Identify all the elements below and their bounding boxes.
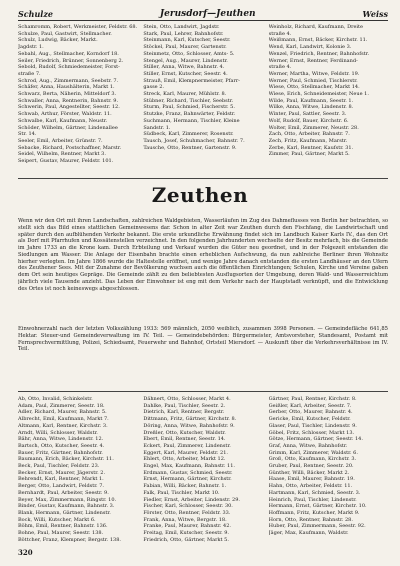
directory-entry: Dittmann, Fritz, Gärtner, Kirchstr. 8. xyxy=(143,416,237,423)
directory-entry: Gerber, Otto, Maurer, Bahnstr. 4. xyxy=(268,409,353,416)
directory-entry: Seipert, Gustav, Maurer, Feldstr. 101. xyxy=(18,158,114,165)
directory-entry: Franke, Paul, Maurer, Bahnstr. 42. xyxy=(143,523,232,530)
statistics-paragraph: Einwohnerzahl nach der letzten Volkszählung 1933: 569 männlich, 2050 weiblich, zusammen 3998 Personen. — Gemeindefläche 641,85 Hektar. Steuer-und Gemeindeverwaltung im IV. Teil. — Gemeindebehörden: Bürgermeister, Amtsvorsteher, Standesamt, Postamt mit Fernsprechvermittlung, Polizei, Schiedsamt, Feuerwehr und Bahnhof, Ortsteil Miersdorf. — Auskunft über die Verkehrsverhältnisse im IV. Teil. xyxy=(18,326,388,353)
top-columns xyxy=(18,24,388,175)
directory-entry: Götze, Hermann, Gärtner, Seestr. 14. xyxy=(268,436,363,443)
directory-entry: Glaser, Paul, Tischler, Lindenstr. 9. xyxy=(268,422,357,429)
directory-entry: Gruber, Paul, Rentner, Seestr. 20. xyxy=(268,463,354,470)
directory-entry: Horn, Otto, Rentner, Bahnstr. 28. xyxy=(268,516,353,523)
directory-entry: Ab, Otto, Invalid, Schinkelstr. xyxy=(18,396,93,402)
header-center: Jerusdorf—Jeuthen xyxy=(159,9,256,19)
directory-entry: Schwerin, Paul, Angestellter, Seestr. 12. xyxy=(18,104,120,111)
directory-entry: straße 4. xyxy=(268,64,292,71)
directory-entry: Stiller, Ernst, Kutscher, Seestr. 4. xyxy=(143,70,228,77)
directory-entry: Becker, Ernst, Maurer, Jägerstr. 2. xyxy=(18,469,106,476)
directory-entry: Schulz, Ludwig, Bäcker, Markt. xyxy=(18,37,98,44)
page-number: 320 xyxy=(18,548,33,557)
directory-entry: Bähr, Anna, Witwe, Lindenstr. 12. xyxy=(18,436,104,443)
directory-entry: Binder, Gustav, Kaufmann, Bahnstr. 3. xyxy=(18,503,115,510)
directory-entry: Zimmer, Paul, Gärtner, Markt 5. xyxy=(268,151,350,158)
directory-entry: Schwalbe, Karl, Kaufmann, Neustr. xyxy=(18,117,108,124)
directory-entry: Böttcher, Franz, Klempner, Bergstr. 138. xyxy=(18,536,121,543)
directory-entry: Steinmann, Karl, Kutscher, Seestr. xyxy=(143,37,231,44)
directory-entry: Groß, Otto, Kaufmann, Kirchstr. 3. xyxy=(268,456,357,463)
directory-entry: Beck, Paul, Tischler, Feldstr. 23. xyxy=(18,463,100,470)
directory-entry: Wolf, Rudolf, Bauer, Kirchstr. 6. xyxy=(268,117,349,124)
directory-entry: Friedrich, Otto, Gärtner, Markt 5. xyxy=(143,536,229,543)
directory-entry: Weinholz, Richard, Kaufmann, Dreite xyxy=(268,24,363,30)
directory-entry: Beyer, Max, Zimmermann, Ringstr. 10. xyxy=(18,496,117,503)
header-right: Weiss xyxy=(362,9,388,19)
directory-entry: Steinmetz, Otto, Schlosser, Amts- 5. xyxy=(143,50,235,57)
directory-entry: Adler, Richard, Maurer, Bahnstr. 5. xyxy=(18,409,107,416)
top-column-2 xyxy=(143,24,262,175)
directory-entry: Stiller, Anna, Witwe, Bahnstr. 4. xyxy=(143,64,225,71)
directory-entry: Haase, Emil, Maurer, Bahnstr. 19. xyxy=(268,476,355,483)
directory-entry: Förster, Otto, Rentner, Feldstr. 33. xyxy=(143,509,231,516)
divider-bottom xyxy=(18,391,388,392)
header-left: Schulze xyxy=(18,9,53,19)
directory-entry: Wenzel, Friedrich, Rentner, Bahnhofstr. xyxy=(268,50,370,57)
directory-entry: Bohne, Paul, Maurer, Seestr. 138. xyxy=(18,530,104,537)
directory-entry: Strauß, Emil, Klempnermeister, Pfarr- xyxy=(143,77,240,84)
top-column-3 xyxy=(269,24,388,175)
directory-entry: Wend, Karl, Landwirt, Kolonie 3. xyxy=(268,44,352,51)
directory-entry: straße 4. xyxy=(268,30,292,37)
directory-entry: Dahlke, Paul, Tischler, Seestr. 2. xyxy=(143,402,226,409)
directory-entry: Hahn, Otto, Arbeiter, Feldstr. 11. xyxy=(268,483,353,490)
bottom-columns xyxy=(18,396,388,548)
directory-entry: Göbel, Fritz, Schlosser, Markt 13. xyxy=(268,429,355,436)
directory-entry: Huber, Paul, Zimmermann, Seestr. 92. xyxy=(268,523,366,530)
divider-top xyxy=(18,178,388,179)
directory-entry: Jäger, Max, Kaufmann, Waldstr. xyxy=(268,530,349,537)
directory-entry: Fiedler, Ernst, Arbeiter, Lindenstr. 29. xyxy=(143,496,240,503)
directory-entry: Dietrich, Karl, Rentner, Bergstr. xyxy=(143,409,225,416)
directory-entry: Werner, Ernst, Rentner, Ferdinand- xyxy=(268,57,358,64)
directory-entry: Tausch, Josef, Schuhmacher, Bahnstr. 7. xyxy=(143,137,245,144)
directory-entry: Tausche, Otto, Rentner, Gartenstr. 9. xyxy=(143,144,237,151)
directory-entry: Sebahl, Aug., Stellmacher, Korndorf 18. xyxy=(18,50,119,57)
directory-entry: Fabian, Willi, Bäcker, Bahnstr. 1. xyxy=(143,483,227,490)
directory-entry: Ebert, Emil, Rentner, Seestr. 14. xyxy=(143,436,226,443)
directory-entry: Geißler, Karl, Arbeiter, Seestr. 7. xyxy=(268,402,352,409)
directory-entry: Bartsch, Otto, Kutscher, Seestr. 4. xyxy=(18,442,105,449)
directory-entry: Heinrich, Paul, Tischler, Lindenstr. xyxy=(268,496,357,503)
top-column-1 xyxy=(18,24,137,175)
directory-entry: Suchmann, Hermann, Tischler, Kleine xyxy=(143,117,240,124)
directory-entry: Eggert, Karl, Maurer, Feldstr. 21. xyxy=(143,449,228,456)
directory-entry: Engel, Max, Kaufmann, Bahnstr. 11. xyxy=(143,463,236,470)
directory-entry: Bernhardt, Paul, Arbeiter, Seestr. 9. xyxy=(18,489,109,496)
directory-entry: Gärtner, Paul, Rentner, Kirchstr. 8. xyxy=(268,396,357,402)
directory-entry: Arndt, Willi, Schlosser, Waldstr. xyxy=(18,429,98,436)
directory-entry: Schäfer, Anna, Haushälterin, Markt 1. xyxy=(18,84,115,91)
directory-entry: Wiese, Erich, Schneidemeister, Neue 1. xyxy=(268,91,369,98)
directory-entry: Wolter, Emil, Zimmerer, Neustr. 28. xyxy=(268,124,359,131)
directory-entry: Berger, Otto, Landwirt, Feldstr. 7. xyxy=(18,483,105,490)
directory-entry: Frank, Anna, Witwe, Bergstr. 18. xyxy=(143,516,227,523)
directory-entry: Gericke, Emil, Kutscher, Feldstr. xyxy=(268,416,351,423)
directory-entry: Sebacke, Richard, Postschaffner, Marstr. xyxy=(18,144,122,151)
directory-entry: gasse 2. xyxy=(143,84,164,91)
directory-entry: Stein, Otto, Landwirt, Jagdstr. xyxy=(143,24,220,30)
directory-entry: Behrendt, Karl, Rentner, Markt 1. xyxy=(18,476,104,483)
bottom-column-2 xyxy=(143,396,262,548)
directory-entry: Seidel, Wilhelm, Rentner, Markt 3. xyxy=(18,151,106,158)
directory-entry: Seiler, Friedrich, Brünner, Sonnenberg 2. xyxy=(18,57,124,64)
directory-entry: Zech, Fritz, Kaufmann, Marstr. xyxy=(268,137,348,144)
directory-entry: Baumann, Erich, Bäcker, Kirchstr. 11. xyxy=(18,456,114,463)
directory-entry: Hermann, Ernst, Gärtner, Kirchstr. 10. xyxy=(268,503,367,510)
directory-entry: Winter, Paul, Sattler, Seestr. 3. xyxy=(268,111,347,118)
directory-entry: Eckert, Paul, Zimmerer, Lindenstr. xyxy=(143,442,231,449)
directory-entry: Dähnert, Otto, Schlosser, Markt 4. xyxy=(143,396,231,402)
directory-entry: Böhm, Emil, Rentner, Bahnstr. 136. xyxy=(18,523,108,530)
directory-entry: Hartmann, Karl, Schmied, Seestr. 3. xyxy=(268,489,361,496)
directory-entry: Günther, Willi, Bäcker, Markt 2. xyxy=(268,469,350,476)
directory-entry: Graf, Anna, Witwe, Bahnhofstr. xyxy=(268,442,348,449)
section-title: Zeuthen xyxy=(151,183,249,207)
directory-entry: Werner, Martha, Witwe, Feldstr. 19. xyxy=(268,70,360,77)
directory-entry: Bauer, Fritz, Gärtner, Bahnhofstr. xyxy=(18,449,103,456)
directory-entry: Altmann, Karl, Rentner, Kirchstr. 3. xyxy=(18,422,108,429)
directory-entry: Stark, Paul, Lehrer, Bahnhofstr. xyxy=(143,30,224,37)
directory-entry: Schulze, Paul, Gastwirt, Stellmacher. xyxy=(18,30,112,37)
directory-entry: Stengel, Aug., Maurer, Lindenstr. xyxy=(143,57,228,64)
bottom-column-3 xyxy=(269,396,388,548)
directory-entry: Streck, Karl, Maurer, Mühlstr. 8. xyxy=(143,91,227,98)
directory-entry: Wilke, Anna, Witwe, Lindenstr. 8. xyxy=(268,104,354,111)
directory-entry: Werner, Paul, Schmied, Tischlerstr. xyxy=(268,77,358,84)
directory-entry: Schrod, Aug., Zimmermann, Seebstr. 7. xyxy=(18,77,119,84)
directory-entry: Bock, Willi, Kutscher, Markt 6. xyxy=(18,516,96,523)
directory-entry: Wiese, Otto, Stellmacher, Markt 14. xyxy=(268,84,360,91)
directory-entry: Seeler, Emil, Arbeiter, Grünstr. 7. xyxy=(18,137,103,144)
directory-entry: Ernst, Hermann, Gärtner, Kirchstr. xyxy=(143,476,232,483)
directory-entry: Schwab, Arthur, Förster, Waldstr. 11. xyxy=(18,111,112,118)
directory-entry: Str. 14. xyxy=(18,131,37,138)
bottom-column-1 xyxy=(18,396,137,548)
directory-entry: Sandstr. 1. xyxy=(143,124,171,131)
directory-entry: Erdmann, Gustav, Schmied, Seestr. xyxy=(143,469,233,476)
directory-entry: Ehlert, Otto, Arbeiter, Markt 12. xyxy=(143,456,226,463)
directory-entry: Stutzke, Franz, Bahnwärter, Feldstr. xyxy=(143,111,236,118)
directory-entry: Stübner, Richard, Tischler, Seebstr. xyxy=(143,97,234,104)
directory-entry: Hoffmann, Fritz, Kutscher, Markt 9. xyxy=(268,509,360,516)
directory-entry: Schwaller, Anna, Rentnerin, Bahnstr. 9. xyxy=(18,97,119,104)
directory-entry: Wilde, Paul, Kaufmann, Seestr. 1. xyxy=(268,97,354,104)
directory-entry: Schwarz, Berta, Näherin, Mitteldorf 3. xyxy=(18,91,117,98)
directory-entry: Dreßler, Otto, Kutscher, Waldstr. xyxy=(143,429,226,436)
directory-entry: straße 7. xyxy=(18,70,41,77)
directory-entry: Schöder, Wilhelm, Gärtner, Lindenallee xyxy=(18,124,118,131)
directory-entry: Sebold, Rudolf, Schmiedemeister, Forst- xyxy=(18,64,120,71)
directory-entry: Jagdstr. 1. xyxy=(18,44,44,51)
directory-entry: Falk, Paul, Tischler, Markt 10. xyxy=(143,489,220,496)
directory-entry: Zerbe, Karl, Rentner, Kaufstr. 31. xyxy=(268,144,354,151)
directory-entry: Südbeck, Karl, Zimmerer, Rosenstr. xyxy=(143,131,234,138)
directory-entry: Weißmann, Ernst, Bäcker, Kirchstr. 11. xyxy=(268,37,368,44)
directory-entry: Schamromm, Robert, Werkmeister, Feldstr. 68. xyxy=(18,24,138,30)
running-header xyxy=(18,8,388,21)
directory-entry: Döring, Anna, Witwe, Bahnhofstr. 9. xyxy=(143,422,235,429)
directory-entry: Stöckel, Paul, Maurer, Gartenstr. xyxy=(143,44,227,51)
history-paragraph: Wenn wir den Ort mit ihren Landschaften, zahlreichen Waldgebieten, Wasserläufen im Zug des Dahmeflusses von Berlin her betrachten, so stellt sich das Bild eines stattlichen Gemeinwesens dar. Schon in alter Zeit war Zeuthen durch den Fischfang, die Landwirtschaft und später durch den aufblühenden Verkehr bekannt. Die erste urkundliche Erwähnung findet sich im Landbuch Kaiser Karls IV., das den Ort als Dorf mit Pfarrhufen und Kossätenstellen verzeichnet. In den folgenden Jahrhunderten wechselte der Besitz mehrfach, bis die Gemeinde im Jahre 1733 an die Krone kam. Durch Erbteilung und Verkauf wurden die Güter neu geordnet, und in der Folgezeit entstanden die Siedlungen am Wasser. Die Anlage der Eisenbahn brachte einen erheblichen Aufschwung, da nun zahlreiche Berliner ihren Wohnsitz hierher verlegten. Im Jahre 1866 wurde die Haltestelle eröffnet, und wenige Jahre danach entstanden die ersten Landhäuser an den Ufern des Zeuthener Sees. Mit der Zunahme der Bevölkerung wuchsen auch die öffentlichen Einrichtungen; Schulen, Kirche und Vereine gaben dem Ort sein heutiges Gepräge. Die Gemeinde zählt zu den beliebtesten Ausflugsorten der Umgebung, deren Wald- und Wasserreichtum jährlich viele Tausende anzieht. Das Leben der Einwohner ist eng mit dem Verkehr nach der Hauptstadt verknüpft, und die Entwicklung des Ortes ist noch keineswegs abgeschlossen. xyxy=(18,218,388,292)
directory-entry: Sturm, Paul, Schmied, Fischerstr. 5. xyxy=(143,104,235,111)
directory-entry: Fischer, Karl, Schlosser, Seestr. 30. xyxy=(143,503,233,510)
directory-entry: Adam, Paul, Zimmerer, Seestr. 18. xyxy=(18,402,105,409)
directory-entry: Blank, Hermann, Gärtner, Lindenstr. xyxy=(18,509,111,516)
directory-entry: Albrecht, Emil, Kaufmann, Markt 7. xyxy=(18,416,109,423)
directory-entry: Grimm, Karl, Zimmerer, Waldstr. 6. xyxy=(268,449,358,456)
directory-entry: Freitag, Emil, Kutscher, Seestr. 9. xyxy=(143,530,230,537)
directory-entry: Zach, Otto, Arbeiter, Bahnstr. 7. xyxy=(268,131,350,138)
